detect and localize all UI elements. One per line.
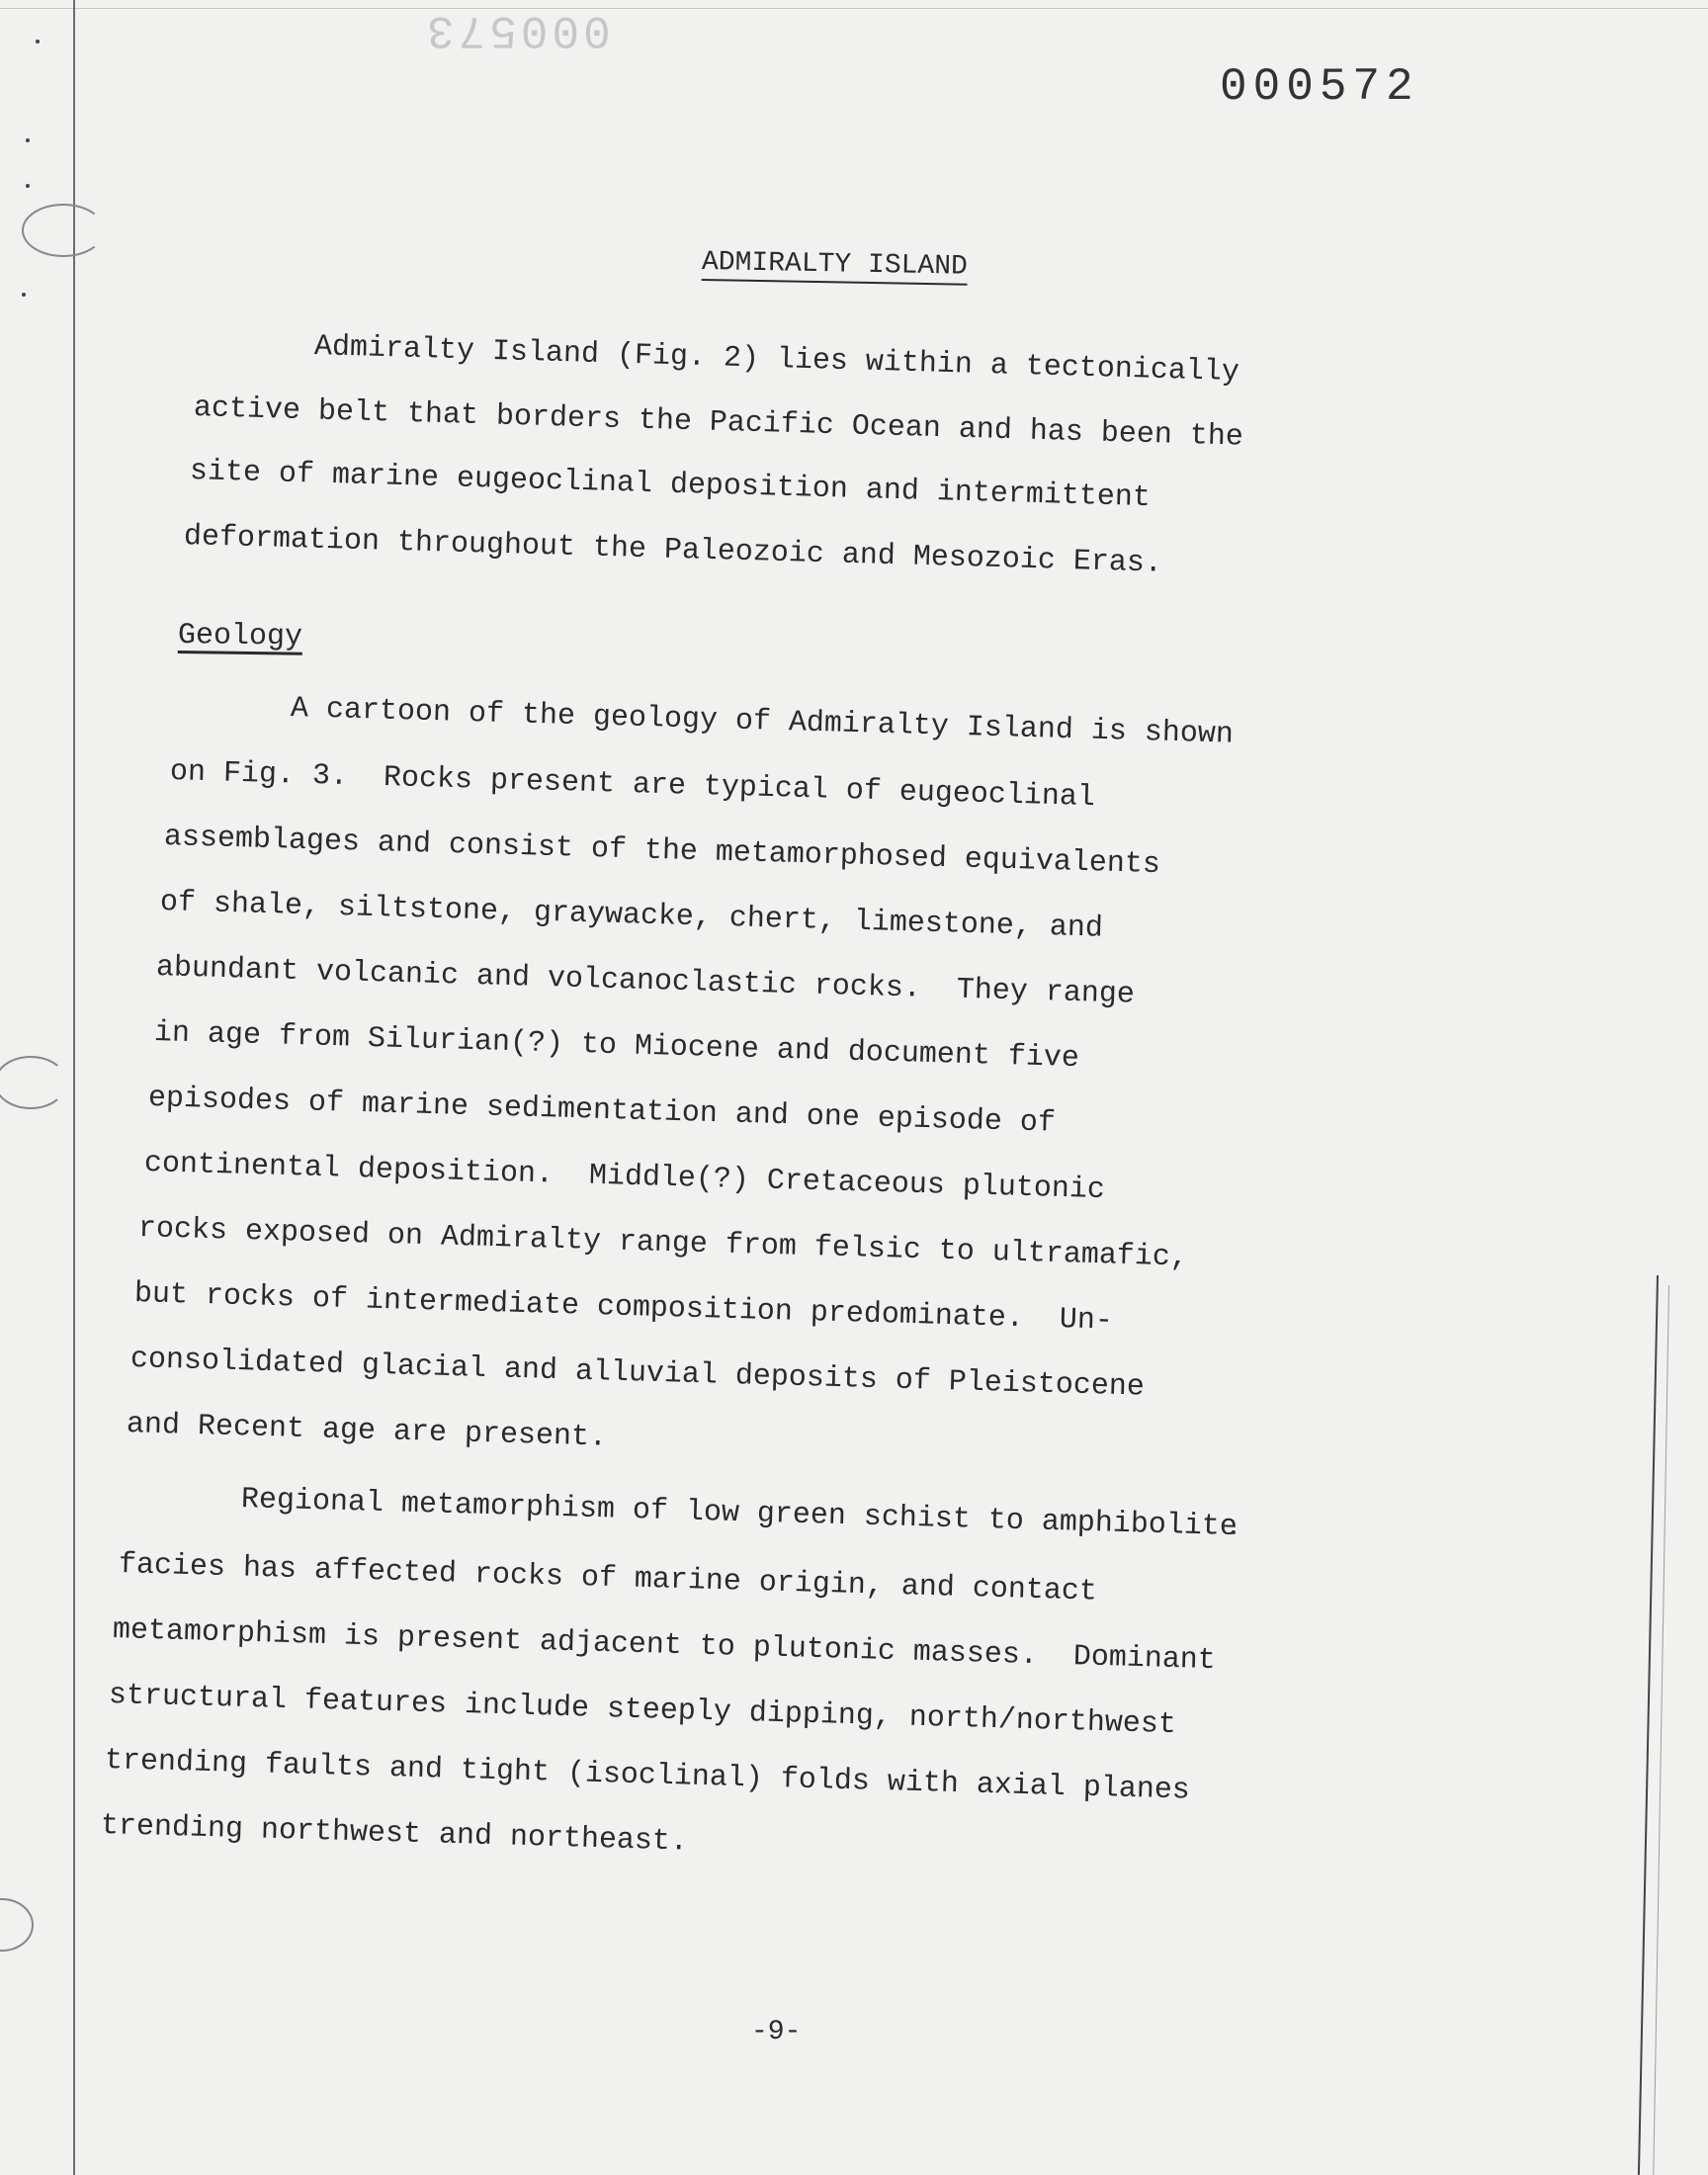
- punch-hole-bottom: [0, 1898, 34, 1952]
- section-heading-geology: Geology: [177, 619, 303, 654]
- geology-line: A cartoon of the geology of Admiralty Island is shown: [290, 692, 1235, 752]
- geology-line: episodes of marine sedimentation and one episode of: [147, 1082, 1057, 1141]
- scan-speck: [26, 138, 30, 142]
- document-title: ADMIRALTY ISLAND: [701, 247, 969, 283]
- geology-line: structural features include steeply dipping, north/northwest: [108, 1679, 1177, 1743]
- geology-line: on Fig. 3. Rocks present are typical of eugeoclinal: [169, 755, 1096, 816]
- scan-speck: [36, 40, 40, 44]
- geology-line: assemblages and consist of the metamorphosed equivalents: [163, 821, 1161, 883]
- bates-stamp: 000572: [1220, 61, 1419, 113]
- scan-speck: [26, 184, 30, 188]
- page-number: -9-: [751, 2017, 802, 2047]
- geology-line: Regional metamorphism of low green schist to amphibolite: [240, 1483, 1238, 1545]
- geology-line: abundant volcanic and volcanoclastic rocks. They range: [155, 951, 1136, 1012]
- geology-line: in age from Silurian(?) to Miocene and document five: [153, 1016, 1080, 1077]
- punch-hole-top: [22, 204, 105, 257]
- scan-speck: [22, 293, 26, 297]
- geology-line: continental deposition. Middle(?) Cretaceous plutonic: [143, 1147, 1106, 1208]
- geology-line: consolidated glacial and alluvial deposits of Pleistocene: [129, 1343, 1146, 1405]
- bates-stamp-faint: 000573: [423, 4, 611, 55]
- geology-line: metamorphism is present adjacent to plutonic masses. Dominant: [112, 1613, 1217, 1679]
- geology-line: and Recent age are present.: [126, 1408, 608, 1455]
- geology-line: facies has affected rocks of marine origin, and contact: [118, 1548, 1098, 1610]
- geology-line: trending faults and tight (isoclinal) folds with axial planes: [104, 1744, 1191, 1808]
- intro-line: site of marine eugeoclinal deposition and intermittent: [189, 455, 1152, 516]
- geology-line: trending northwest and northeast.: [100, 1809, 689, 1860]
- page-top-edge: [0, 8, 1708, 9]
- page-left-edge: [73, 0, 75, 2175]
- intro-line: active belt that borders the Pacific Ocean and has been the: [193, 392, 1244, 455]
- intro-line: Admiralty Island (Fig. 2) lies within a tectonically: [313, 330, 1240, 391]
- geology-line: of shale, siltstone, graywacke, chert, limestone, and: [159, 886, 1104, 946]
- punch-hole-middle: [0, 1056, 67, 1109]
- geology-line: rocks exposed on Admiralty range from felsic to ultramafic,: [137, 1212, 1189, 1275]
- intro-line: deformation throughout the Paleozoic and Mesozoic Eras.: [183, 520, 1163, 581]
- geology-line: but rocks of intermediate composition predominate. Un-: [133, 1277, 1114, 1339]
